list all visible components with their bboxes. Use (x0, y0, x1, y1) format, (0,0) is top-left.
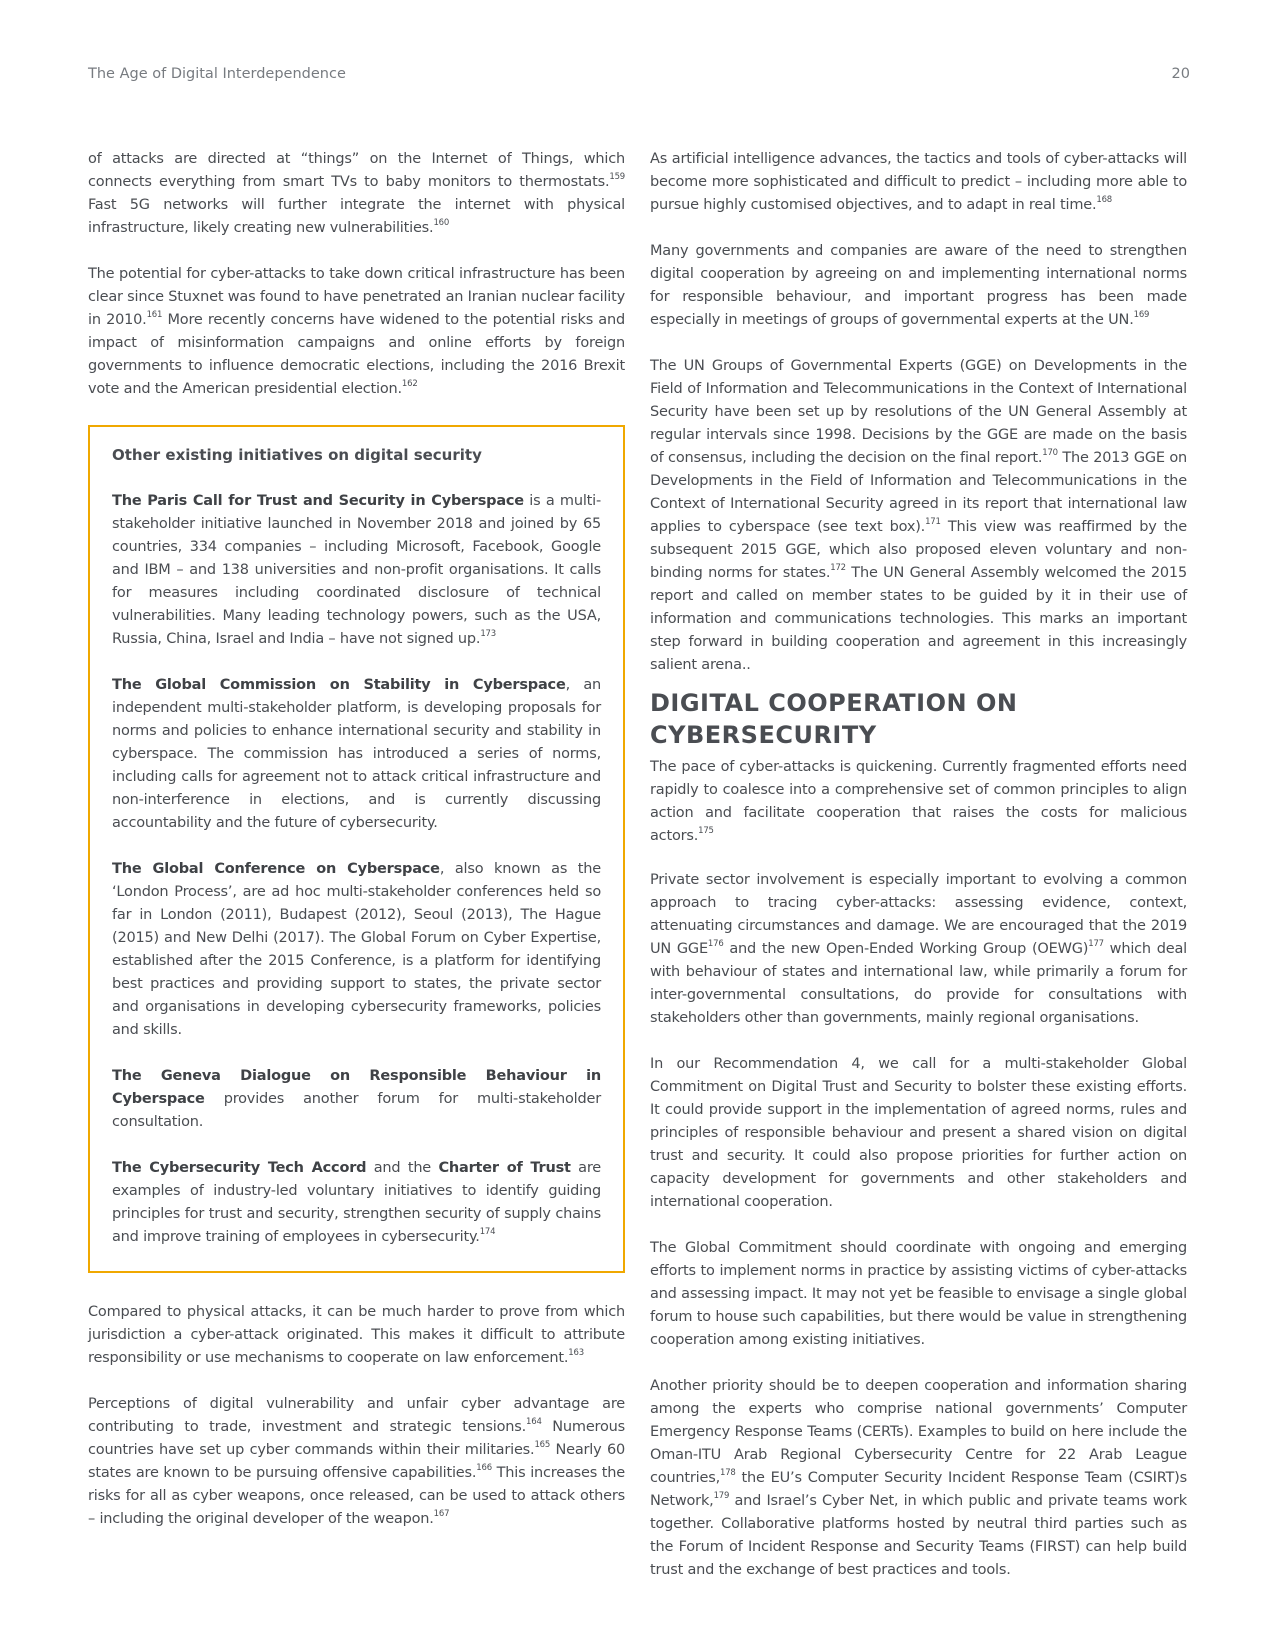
paragraph: Another priority should be to deepen cooperation and information sharing among the experts who comprise national governments’ Computer Emergency Response Teams (CERTs). Examples to build on here include the Oman-ITU Arab Regional Cybersecurity Centre for 22 Arab League countries,$^{178}$ the EU’s Computer Security Incident Response Team (CSIRT)s Network,$^{179}$ and Israel’s Cyber Net, in which public and private teams work together. Collaborative platforms hosted by neutral third parties such as the Forum of Incident Response and Security Teams (FIRST) can help build trust and the exchange of best practices and tools. (650, 1378, 1187, 1578)
footnote-ref[interactable]: 163 (568, 1348, 584, 1359)
footnote-ref[interactable]: 161 (146, 310, 163, 321)
paragraph: Compared to physical attacks, it can be much harder to prove from which jurisdiction a cyber-attack originated. This makes it difficult to attribute responsibility or use mechanisms to cooperate on law enforcement.$^{163}$ (88, 1304, 625, 1366)
paragraph: The pace of cyber-attacks is quickening. Currently fragmented efforts need rapidly to coalesce into a comprehensive set of common principles to align action and facilitate cooperation that raises the costs for malicious actors.$^{175}$ (650, 759, 1187, 844)
footnote-ref[interactable]: 169 (1133, 310, 1150, 321)
running-header-title: The Age of Digital Interdependence (88, 66, 346, 82)
box-paragraph: The Geneva Dialogue on Responsible Behaviour in Cyberspace provides another forum for multi-stakeholder consultation. (112, 1068, 601, 1130)
footnote-ref[interactable]: 167 (433, 1509, 450, 1520)
paragraph: As artificial intelligence advances, the tactics and tools of cyber-attacks will become more sophisticated and difficult to predict – including more able to pursue highly customised objectives, and to adapt in real time.$^{168}$ (650, 151, 1187, 213)
footnote-ref[interactable]: 177 (1088, 939, 1104, 950)
footnote-ref[interactable]: 162 (401, 379, 418, 390)
footnote-ref[interactable]: 175 (698, 826, 714, 837)
paragraph: The Global Commitment should coordinate with ongoing and emerging efforts to implement norms in practice by assisting victims of cyber-attacks and assessing impact. It may not yet be feasible to envisage a single global forum to house such capabilities, but there would be value in strengthening cooperation among existing initiatives. (650, 1240, 1187, 1348)
paragraph: Perceptions of digital vulnerability and unfair cyber advantage are contributing to trade, investment and strategic tensions.$^{164}$ Numerous countries have set up cyber commands within their militaries.$^{165}$ Nearly 60 states are known to be pursuing offensive capabilities.$^{166}$ This increases the risks for all as cyber weapons, once released, can be used to attack others – including the original developer of the weapon.$^{167}$ (88, 1396, 626, 1527)
paragraph: of attacks are directed at “things” on the Internet of Things, which connects everything from smart TVs to baby monitors to thermostats.$^{159}$ Fast 5G networks will further integrate the internet with physical infrastructure, likely creating new vulnerabilities.$^{160}$ (88, 151, 625, 236)
footnote-ref[interactable]: 164 (526, 1417, 542, 1428)
box-paragraph: The Paris Call for Trust and Security in Cyberspace is a multi-stakeholder initiative launched in November 2018 and joined by 65 countries, 334 companies – including Microsoft, Facebook, Google and IBM – and 138 universities and non-profit organisations. It calls for measures including coordinated disclosure of technical vulnerabilities. Many leading technology powers, such as the USA, Russia, China, Israel and India – have not signed up.$^{173}$ (112, 493, 601, 647)
footnote-ref[interactable]: 160 (433, 218, 450, 229)
footnote-ref[interactable]: 170 (1042, 448, 1058, 459)
footnote-ref[interactable]: 171 (925, 517, 941, 528)
box-paragraph: The Global Conference on Cyberspace, also known as the ‘London Process’, are ad hoc multi-stakeholder conferences held so far in London (2011), Budapest (2012), Seoul (2013), The Hague (2015) and New Delhi (2017). The Global Forum on Cyber Expertise, established after the 2015 Conference, is a platform for identifying best practices and providing support to states, the private sector and organisations in developing cybersecurity frameworks, policies and skills. (112, 861, 601, 1038)
box-title: Other existing initiatives on digital security (112, 446, 482, 464)
footnote-ref[interactable]: 172 (830, 563, 846, 574)
footnote-ref[interactable]: 166 (476, 1463, 492, 1474)
footnote-ref[interactable]: 159 (609, 172, 625, 183)
paragraph: The UN Groups of Governmental Experts (GGE) on Developments in the Field of Information and Telecommunications in the Context of International Security have been set up by resolutions of the UN General Assembly at regular intervals since 1998. Decisions by the GGE are made on the basis of consensus, including the decision on the final report.$^{170}$ The 2013 GGE on Developments in the Field of Information and Telecommunications in the Context of International Security agreed in its report that international law applies to cyberspace (see text box).$^{171}$ This view was reaffirmed by the subsequent 2015 GGE, which also proposed eleven voluntary and non-binding norms for states.$^{172}$ The UN General Assembly welcomed the 2015 report and called on member states to be guided by it in their use of information and communications technologies. This marks an important step forward in building cooperation and agreement in this increasingly salient arena.. (650, 358, 1187, 673)
box-paragraph: The Cybersecurity Tech Accord and the Charter of Trust are examples of industry-led voluntary initiatives to identify guiding principles for trust and security, strengthen security of supply chains and improve training of employees in cybersecurity.$^{174}$ (112, 1160, 602, 1245)
paragraph: In our Recommendation 4, we call for a multi-stakeholder Global Commitment on Digital Trust and Security to bolster these existing efforts. It could provide support in the implementation of agreed norms, rules and principles of responsible behaviour and present a shared vision on digital trust and security. It could also propose priorities for further action on capacity development for governments and other stakeholders and international cooperation. (650, 1056, 1187, 1210)
box-paragraph: The Global Commission on Stability in Cyberspace, an independent multi-stakeholder platform, is developing proposals for norms and policies to enhance international security and stability in cyberspace. The commission has introduced a series of norms, including calls for agreement not to attack critical infrastructure and non-interference in elections, and is currently discussing accountability and the future of cybersecurity. (112, 677, 602, 831)
footnote-ref[interactable]: 174 (479, 1227, 496, 1238)
footnote-ref[interactable]: 179 (713, 1491, 730, 1502)
paragraph: Private sector involvement is especially important to evolving a common approach to tracing cyber-attacks: assessing evidence, context, attenuating circumstances and damage. We are encouraged that the 2019 UN GGE$^{176}$ and the new Open-Ended Working Group (OEWG)$^{177}$ which deal with behaviour of states and international law, while primarily a forum for inter-governmental consultations, do provide for consultations with stakeholders other than governments, mainly regional organisations. (650, 872, 1187, 1026)
footnote-ref[interactable]: 168 (1096, 195, 1112, 206)
footnote-ref[interactable]: 176 (707, 939, 724, 950)
footnote-ref[interactable]: 173 (480, 629, 496, 640)
page-number: 20 (1171, 66, 1190, 82)
footnote-ref[interactable]: 178 (719, 1468, 736, 1479)
paragraph: The potential for cyber-attacks to take down critical infrastructure has been clear since Stuxnet was found to have penetrated an Iranian nuclear facility in 2010.$^{161}$ More recently concerns have widened to the potential risks and impact of misinformation campaigns and online efforts by foreign governments to influence democratic elections, including the 2016 Brexit vote and the American presidential election.$^{162}$ (88, 266, 625, 397)
footnote-ref[interactable]: 165 (534, 1440, 551, 1451)
section-heading: DIGITAL COOPERATION ON CYBERSECURITY (650, 689, 1018, 749)
left-column (88, 148, 625, 1531)
initiatives-box (88, 425, 625, 1273)
right-column (650, 148, 1187, 1582)
paragraph: Many governments and companies are aware of the need to strengthen digital cooperation by agreeing on and implementing international norms for responsible behaviour, and important progress has been made especially in meetings of groups of governmental experts at the UN.$^{169}$ (650, 243, 1187, 328)
